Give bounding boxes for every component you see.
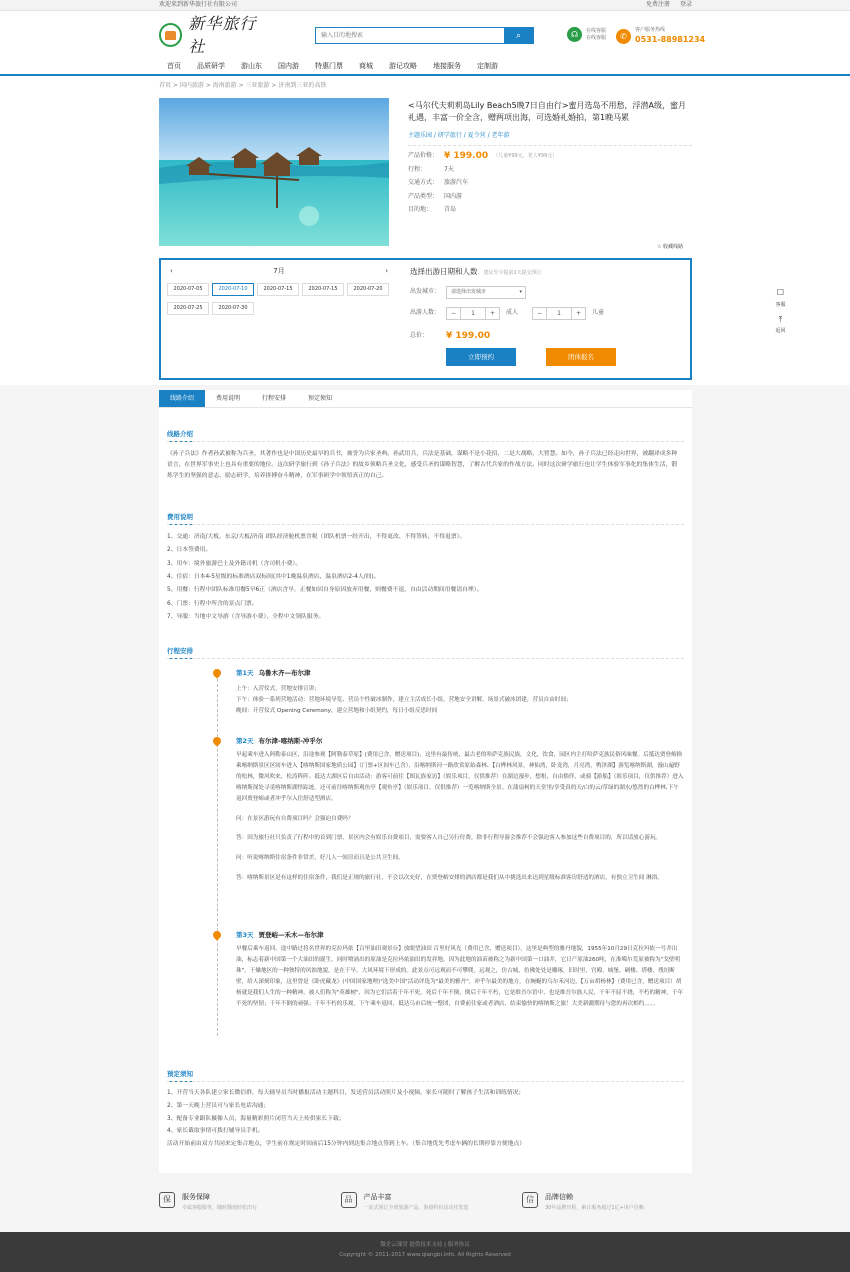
city-select[interactable] — [446, 286, 526, 299]
plus-icon[interactable]: + — [576, 309, 582, 317]
fee-list — [167, 531, 682, 624]
footer-links[interactable]: 微企云课堂 提供技术支持 | 服务协议 — [380, 1242, 470, 1248]
welcome-text: 欢迎来到新华旅行社有限公司 — [159, 1, 238, 8]
back-top-tool[interactable] — [772, 312, 789, 339]
day-description — [236, 684, 684, 717]
detail-tabs — [159, 390, 692, 408]
intro-text: 《孙子兵法》作者孙武被称为兵圣，其著作也是中国历史最早的兵书，被誉为兵家圣典。孙武用兵，兵法是基础，谋略不是小花招，二是大战略，大智慧。如今，孙子兵法已经走向世界，被翻译成多种语言，在世界军事史上也具有重要的地位。这次研学旅行到《孙子兵法》的故乡领略兵圣文化，感受兵圣的谋略智慧，了解古代兵家的作战方法。同时这次研学旅行也让学生体验军事化的集体生活，锻炼学生的坚强的意志、励志研学，培养拼搏奋斗精神，在军事研学中领悟真正的自己。 — [167, 451, 678, 479]
child-count[interactable]: 1 — [546, 308, 572, 319]
day-paragraph: 问：听说喀纳斯住宿条件非常差，好几人一间房而且是公共卫生间。 — [236, 855, 404, 862]
day-paragraph: 问：在景区游玩有自费项目吗？会强迫自费吗？ — [236, 815, 354, 822]
chevron-down-icon: ▾ — [519, 288, 522, 295]
arrow-up-icon: ⤒ — [778, 314, 783, 324]
list-item: 活动开始前由双方共同来定集合地点，学生前在规定时间前后15分钟内到达集合地点签到上车。（集合地优先考虑车辆的长期停靠方便地点） — [167, 1141, 526, 1147]
day-paragraph: 晚间：开营仪式 Opening Ceremony，建立营地和小组契约，每日小组反思时间 — [236, 707, 438, 714]
breadcrumb: 首页 > 国内旅游 > 海南旅游 > 三亚旅游 > 济南到三亚的高铁 — [159, 82, 327, 89]
nav-item-home[interactable]: 首页 — [167, 62, 181, 70]
search-icon: ⌕ — [515, 30, 522, 40]
date-option[interactable]: 2020-07-15 — [257, 283, 299, 296]
day-number: 第2天 — [236, 737, 254, 745]
day-paragraph: 答：因为旅行社只负责了行程中的首到门票，景区内会有娱乐自费项目，需要客人自己另行付费，除非行程导游会推荐不会强迫客人参加这些自费项目的，所以请放心游玩。 — [236, 835, 662, 842]
total-price: ¥ 199.00 — [446, 330, 491, 341]
tab-fees[interactable]: 费用说明 — [216, 395, 241, 402]
price-label: 产品价格： — [408, 152, 439, 160]
product-image — [159, 98, 389, 246]
day-paragraph: 早起乘车进入阿勒泰山区，沿途参观【阿勒泰草原】(费用已含，赠送项目)，这里有最传统、最古老的哈萨克族民族，文化，饮食，园区内主打哈萨克族民俗风味餐。后抵达贾登峪换乘喀纳斯景区区间车进入【喀纳斯国家地质公园】（门票+区间车已含），沿喀纳斯河一路欣赏原始森林、【白桦林风景，神仙湾，卧龙湾，月亮湾，鸭泽湖】游览喀纳斯湖，漫山遍野的松林，微风吹来，松涛阵阵。抵达大湖区后自由活动：游客可前往【图瓦族家访】（娱乐项目，仅供推荐）在湖边漫步，想租，自由徜徉，或骑【游船】（娱乐项目，仅供推荐）进入喀纳斯深处寻觅喀纳斯湖怪踪迹。还可前往喀纳斯观鱼亭【观鱼亭】（娱乐项目，仅供推荐）一览喀纳斯全景。在蒲扇柯的天堂里/享受真的天/白的云/草绿的湖水/悠然的白桦林,下午返回贾登峪或者冲乎尔入住舒适型酒店。 — [236, 752, 684, 802]
nav-item-shandong[interactable]: 游山东 — [241, 62, 262, 70]
day-paragraph: 下午：体验一系列营地活动：营地环境导览、营员个性破冰制作，建立主活成长小组，营地安全讲解，场景式破冰团建，营员自由时间； — [236, 696, 572, 703]
feature-item — [159, 1192, 329, 1212]
star-icon: ☆ — [657, 244, 662, 250]
day-description — [236, 944, 684, 1018]
notice-list — [167, 1087, 682, 1151]
service-label-1: 在线客服 — [586, 28, 607, 34]
feature-title: 产品丰富 — [363, 1193, 392, 1201]
people-label: 出游人数： — [410, 309, 441, 317]
site-logo[interactable] — [159, 13, 271, 56]
day-title — [236, 669, 311, 678]
nav-divider — [0, 74, 850, 76]
day-route: 布尔津-喀纳斯-冲乎尔 — [258, 737, 323, 745]
section-divider — [167, 441, 684, 442]
date-list — [167, 283, 391, 315]
plus-icon[interactable]: + — [489, 309, 496, 317]
online-service[interactable] — [567, 27, 606, 42]
book-now-button[interactable]: 立即预约 — [446, 348, 516, 366]
day-paragraph: 答：喀纳斯景区是有这样的住宿条件，我们是正规的旅行社，不会以次充好，在贾登峪安排的酒店都是我们从中挑选出来达到星级标准客房舒适的酒店，有独立卫生间 淋浴。 — [236, 875, 663, 882]
date-option[interactable]: 2020-07-15 — [302, 283, 344, 296]
box-icon: 品 — [341, 1192, 357, 1208]
timeline-line — [217, 674, 218, 1036]
info-key: 交通方式： — [408, 179, 439, 187]
info-value: 青岛 — [444, 206, 457, 214]
list-item: 3、用车：境外旅游巴士及外籍司机（含司机小费）。 — [167, 560, 302, 567]
service-features — [159, 1192, 692, 1212]
minus-icon[interactable]: − — [537, 309, 543, 317]
location-pin-icon — [211, 667, 222, 678]
section-title: 行程安排 — [167, 647, 193, 659]
date-option-selected[interactable]: 2020-07-10 — [212, 283, 254, 296]
date-option[interactable]: 2020-07-25 — [167, 302, 209, 315]
nav-item-local[interactable]: 地接服务 — [433, 62, 461, 70]
city-select-value: 请选择出发城市 — [451, 288, 487, 295]
booking-hint: 建议至少提前1天提交预订 — [483, 270, 542, 276]
info-key: 产品类型： — [408, 192, 439, 200]
nav-item-mall[interactable]: 商城 — [359, 62, 373, 70]
feature-title: 服务保障 — [182, 1193, 210, 1201]
section-divider — [167, 1081, 684, 1082]
collect-label: 收藏线路 — [663, 244, 684, 250]
service-tool[interactable] — [772, 285, 789, 312]
tab-notice[interactable]: 预定须知 — [308, 395, 333, 402]
thumbs-up-icon: 信 — [522, 1192, 538, 1208]
collect-button[interactable] — [657, 244, 683, 251]
price-sub: （儿童¥99元，老人¥99元） — [493, 153, 558, 160]
headset-icon: ☊ — [567, 27, 582, 42]
site-footer — [0, 1232, 850, 1272]
register-link[interactable]: 免费注册 — [646, 1, 671, 8]
service-tool-label: 客服 — [775, 301, 786, 308]
booking-panel — [159, 258, 692, 380]
feature-desc: 30年品牌历程，累计服务超过1亿+用户信赖 — [545, 1205, 644, 1212]
child-stepper[interactable] — [532, 307, 586, 320]
feature-desc: 专属客服服务，随时随地轻松出行 — [182, 1205, 258, 1212]
child-label: 儿童 — [592, 309, 605, 317]
chat-icon: ☐ — [776, 288, 785, 297]
date-option[interactable]: 2020-07-20 — [347, 283, 389, 296]
section-title: 预定须知 — [167, 1070, 193, 1082]
list-item: 7、导服：当地中文导游（含导游小费），全程中文领队服务。 — [167, 613, 325, 620]
top-links — [638, 1, 692, 10]
info-key: 行程： — [408, 165, 427, 173]
book-icon — [159, 23, 182, 47]
tab-schedule[interactable]: 行程安排 — [262, 395, 287, 402]
phone-icon: ✆ — [616, 29, 631, 44]
feature-item — [522, 1192, 692, 1212]
info-value: 7天 — [444, 165, 454, 173]
section-divider — [167, 658, 684, 659]
calendar-header — [170, 266, 388, 276]
group-signup-button[interactable]: 团体报名 — [546, 348, 616, 366]
adult-label: 成人 — [506, 309, 519, 317]
day-title — [236, 931, 324, 940]
location-pin-icon — [211, 929, 222, 940]
date-option[interactable]: 2020-07-05 — [167, 283, 209, 296]
search-bar — [315, 27, 534, 44]
day-number: 第1天 — [236, 669, 254, 677]
copyright: Copyright © 2011-2017 www.qiangbi.info. All Rights Reserved — [339, 1251, 511, 1258]
feature-desc: 一站式预订全球旅游产品，海量特价活动任您选 — [363, 1205, 469, 1212]
tab-intro[interactable]: 线路介绍 — [159, 390, 205, 407]
booking-title: 选择出游日期和人数 — [410, 267, 478, 276]
prev-month-icon[interactable]: ‹ — [170, 267, 173, 275]
adult-stepper[interactable] — [446, 307, 500, 320]
nav-item-study[interactable]: 品质研学 — [197, 62, 225, 70]
total-label: 总价： — [410, 332, 429, 340]
section-title: 线路介绍 — [167, 430, 193, 442]
info-value: 国内游 — [444, 192, 463, 200]
section-title: 费用说明 — [167, 513, 193, 525]
booking-form — [410, 267, 680, 343]
list-item: 2、日本签费用。 — [167, 547, 212, 554]
day-description — [236, 750, 684, 893]
detail-panel — [159, 390, 692, 1173]
location-pin-icon — [211, 735, 222, 746]
list-item: 4、住宿：日本4-5星级的标准酒店双标间(其中1晚温泉酒店、温泉酒店2-4人/间)。 — [167, 573, 380, 580]
nav-item-guides[interactable]: 游记攻略 — [389, 62, 417, 70]
info-value: 旅游汽车 — [444, 179, 469, 187]
nav-item-tickets[interactable]: 特惠门票 — [315, 62, 343, 70]
minus-icon[interactable]: − — [450, 309, 457, 317]
section-divider — [167, 524, 684, 525]
list-item: 4、家长截取事情可拨打辅导员手机。 — [167, 1128, 264, 1135]
product-tags[interactable]: 主题乐园 / 研学旅行 / 夏令营 / 老年游 — [408, 132, 510, 139]
list-item: 2、第一天晚上营员可与家长电话沟通； — [167, 1102, 270, 1109]
logo-text: 新华旅行社 — [188, 13, 257, 56]
city-label: 出发城市： — [410, 288, 441, 296]
adult-count[interactable]: 1 — [460, 308, 486, 319]
nav-item-domestic[interactable]: 国内游 — [278, 62, 299, 70]
day-title — [236, 737, 322, 746]
feature-title: 品牌信赖 — [545, 1193, 573, 1201]
product-title: <马尔代夫莉莉岛Lily Beach5晚7日自由行>蜜月选岛不用愁，浮潜A级，蜜月礼遇，丰富一价全含，赠两项出海，可选婚礼婚拍，第1晚马累 — [408, 101, 687, 122]
main-nav — [159, 59, 692, 74]
product-price: ¥ 199.00 — [444, 151, 489, 162]
list-item: 1、交通：济南/大板，东京/大板/济南 团队经济舱机票含税（团队机票一经开出，不得更改、不得签转、不得退票）。 — [167, 534, 466, 540]
search-input[interactable] — [316, 28, 504, 43]
list-item: 1、开营当天各队建立家长微信群，每天辅导员当时播报活动主题科目，发送营员活动照片及小视频，家长可随时了解孩子生活和训练情况； — [167, 1090, 525, 1096]
phone-label: 客户服务热线 — [635, 27, 666, 33]
feature-item — [341, 1192, 511, 1212]
shield-icon: 保 — [159, 1192, 175, 1208]
day-paragraph: 早餐后乘车返回，途中路过将名世界的克拉玛依【百里油田观景台】放眼望油田 百里好风光（费用已含，赠送项目），这里是典型的雅丹地貌，1955年10月29日克拉玛依一号井出油，标志着新中国第一个大油田的诞生，同时喷涌出的原油是克拉玛依油田的发祥地，因为此地的油苗被称之为新中国第一口油井，它日产原油260吨，在准噶尔荒原被称为"戈壁明珠"，干燥地区的一种独特的风蚀地貌，是在干旱、大风环境下形成的。此景点可远观而不可攀爬。远观之，仿古城，仿佛处处是雕琢，旧时里，宫殿、城堡、碉楼、塔楼、残垣断壁，给人深刻印象，这里曾是《卧虎藏龙》(中国国家地理)"选美中国"活动评选为"最美的雅丹"，冲乎尔最美的地方，在蜿蜒的乌尔禾河边，【万亩胡杨林】（费用已含，赠送项目）胡杨就是我们人生的一种精神，被人们称为"英雄树"，因为它们活着千年不死，死后千年不倒，倒后千年不朽，它是维吾尔语中，也是维吾尔族人民，千年不屈不挠，不朽的精神，千年不死的坚韧；千年不倒的顽强；千年不朽的乐观。下午乘车返回，抵达乌市后统一整团，自费前往家或者酒店，结束愉快的喀纳斯之旅！大美新疆期待与您的再次相约。。。。 — [236, 946, 684, 1007]
day-number: 第3天 — [236, 931, 254, 939]
login-link[interactable]: 登录 — [679, 1, 692, 8]
list-item: 5、用餐：行程中团队标准用餐5早6正（酒店含早，正餐如因自身原因放弃用餐，则餐费不退，自由活动期间用餐请自理）。 — [167, 587, 483, 594]
info-key: 目的地： — [408, 206, 433, 214]
month-label: 7月 — [273, 267, 285, 275]
service-label-2: 在线客服 — [586, 34, 607, 41]
search-button[interactable] — [504, 28, 533, 43]
top-bar — [0, 0, 850, 11]
nav-item-custom[interactable]: 定制游 — [477, 62, 498, 70]
day-route: 贾登峪—禾木—布尔津 — [258, 931, 324, 939]
phone-number: 0531-88981234 — [635, 35, 706, 45]
day-paragraph: 上午：入营仪式，营地安排宣讲； — [236, 686, 320, 692]
floating-toolbar — [772, 285, 789, 339]
phone-block — [616, 27, 705, 46]
product-info — [408, 150, 557, 218]
list-item: 3、配备专业跟队摄像人员，海量精彩照片闭营当天上传供家长下载； — [167, 1115, 345, 1122]
date-option[interactable]: 2020-07-30 — [212, 302, 254, 315]
back-top-label: 返回 — [775, 328, 786, 335]
product-divider — [408, 145, 692, 146]
day-route: 乌鲁木齐—布尔津 — [258, 669, 311, 677]
next-month-icon[interactable]: › — [385, 267, 388, 275]
list-item: 6、门票：行程中所含的景点门票。 — [167, 600, 258, 607]
